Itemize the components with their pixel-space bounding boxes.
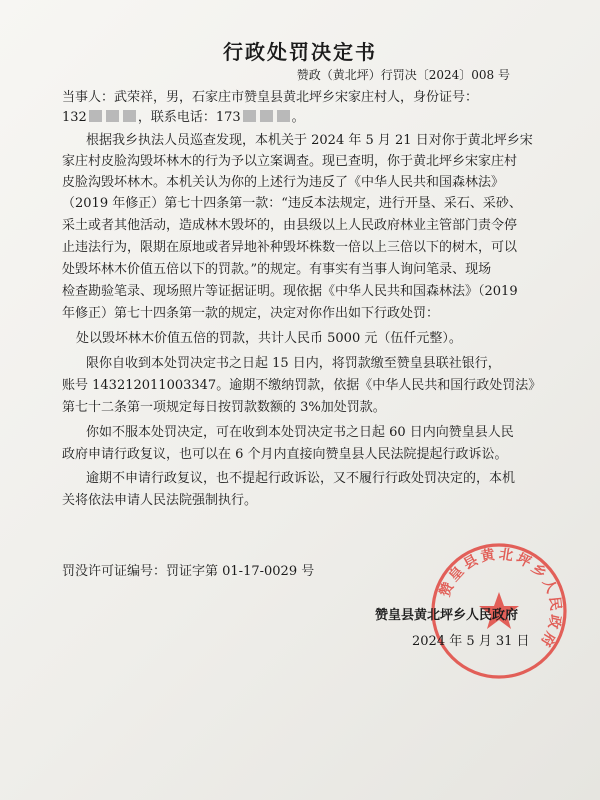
paragraph-line: 政府申请行政复议，也可以在 6 个月内直接向赞皇县人民法院提起行政诉讼。 <box>62 447 508 462</box>
paragraph-line: 你如不服本处罚决定，可在收到本处罚决定书之日起 60 日内向赞皇县人民 <box>86 425 514 440</box>
party-phone-end: 。 <box>291 110 305 125</box>
seal-text: 赞皇县黄北坪乡人民政府 <box>436 546 564 652</box>
redaction-block <box>243 110 256 122</box>
paragraph-line: 账号 143212011003347。逾期不缴纳罚款，依据《中华人民共和国行政处罚法》 <box>62 378 542 393</box>
issue-date: 2024 年 5 月 31 日 <box>412 634 530 649</box>
redaction-block <box>89 110 102 122</box>
redaction-block <box>260 110 273 122</box>
paragraph-line: 采土或者其他活动，造成林木毁坏的，由县级以上人民政府林业主管部门责令停 <box>62 218 518 233</box>
party-id-line <box>62 106 305 125</box>
paragraph-line: 第七十二条第一项规定每日按罚款数额的 3%加处罚款。 <box>62 400 386 415</box>
party-id-prefix: 132 <box>62 110 87 125</box>
party-text: 当事人：武荣祥，男，石家庄市赞皇县黄北坪乡宋家庄村人，身份证号： <box>62 90 479 105</box>
paragraph-line: 根据我乡执法人员巡查发现，本机关于 2024 年 5 月 21 日对你于黄北坪乡宋 <box>86 133 533 148</box>
paragraph-line: 皮脸沟毁坏林木。本机关认为你的上述行为违反了《中华人民共和国森林法》 <box>62 175 505 190</box>
document-number: 赞政（黄北坪）行罚决〔2024〕008 号 <box>296 68 510 82</box>
issuer-signature: 赞皇县黄北坪乡人民政府 <box>375 608 519 623</box>
paragraph-line: （2019 年修正）第七十四条第一款：“违反本法规定，进行开垦、采石、采砂、 <box>62 196 522 211</box>
paragraph-line: 家庄村皮脸沟毁坏林木的行为予以立案调查。现已查明，你于黄北坪乡宋家庄村 <box>62 154 518 169</box>
license-number: 罚没许可证编号：罚证字第 01-17-0029 号 <box>62 564 315 579</box>
paragraph-line: 处毁坏林木价值五倍以下的罚款。”的规定。有事实有当事人询问笔录、现场 <box>62 262 492 277</box>
paragraph-line: 止违法行为，限期在原地或者异地补种毁坏株数一倍以上三倍以下的树木，可以 <box>62 240 518 255</box>
redaction-block <box>277 110 290 122</box>
document-title: 行政处罚决定书 <box>223 40 377 64</box>
redaction-block <box>123 110 136 122</box>
paragraph-line: 逾期不申请行政复议，也不提起行政诉讼，又不履行行政处罚决定的，本机 <box>86 471 516 486</box>
redaction-block <box>106 110 119 122</box>
paragraph-line: 年修正）第七十四条第一款的规定，决定对你作出如下行政处罚： <box>62 306 440 321</box>
paragraph-line: 检查勘验笔录、现场照片等证据证明。现依据《中华人民共和国森林法》（2019 <box>62 284 518 299</box>
paragraph-line: 限你自收到本处罚决定书之日起 15 日内，将罚款缴至赞皇县联社银行， <box>86 356 501 371</box>
paragraph-line: 关将依法申请人民法院强制执行。 <box>62 493 258 508</box>
party-line <box>62 86 478 105</box>
penalty-line: 处以毁坏林木价值五倍的罚款，共计人民币 5000 元（伍仟元整）。 <box>76 331 462 346</box>
party-phone-label: ，联系电话：173 <box>137 110 241 125</box>
